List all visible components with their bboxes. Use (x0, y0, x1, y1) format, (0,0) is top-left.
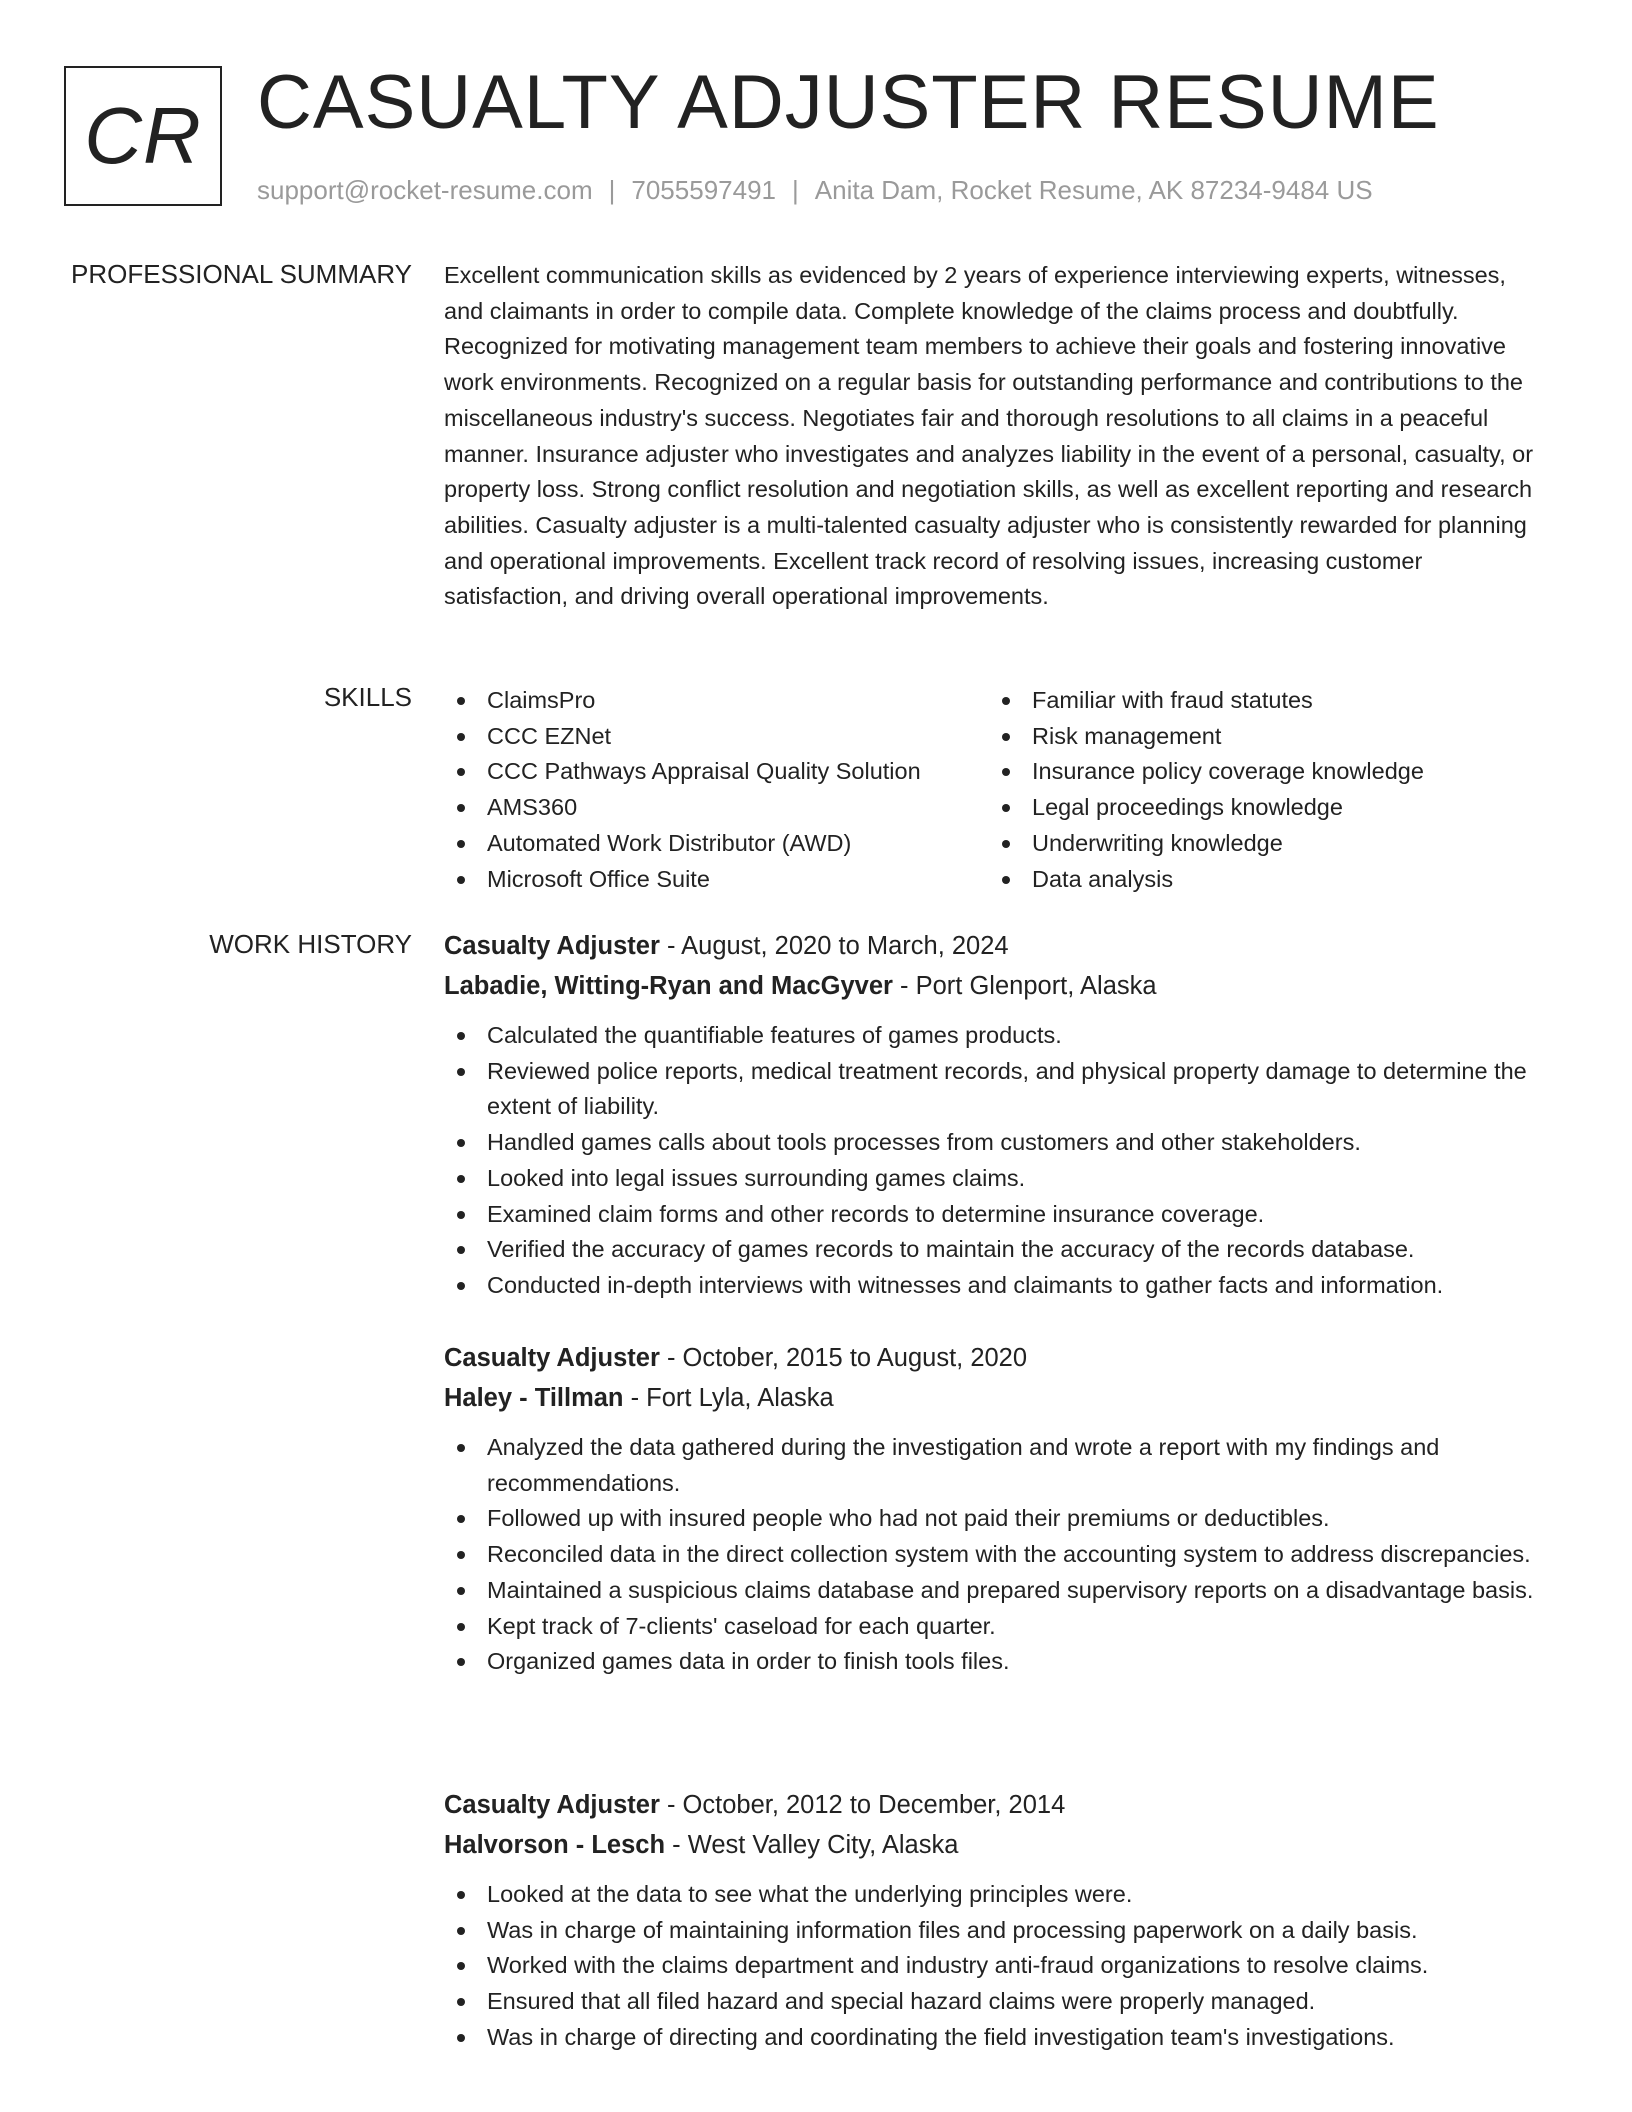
job-bullets (444, 1430, 1544, 1680)
job-dates: - October, 2015 to August, 2020 (659, 1344, 1028, 1372)
job-bullet: Conducted in-depth interviews with witnesses and claimants to gather facts and information. (444, 1268, 1544, 1304)
job-dates: - October, 2012 to December, 2014 (659, 1791, 1066, 1819)
skill-item: Legal proceedings knowledge (989, 790, 1424, 826)
job-bullet: Calculated the quantifiable features of games products. (444, 1018, 1544, 1054)
contact-separator: | (608, 175, 616, 205)
skill-item: CCC Pathways Appraisal Quality Solution (444, 754, 989, 790)
job-bullet: Examined claim forms and other records to determine insurance coverage. (444, 1197, 1544, 1233)
job-bullet: Was in charge of maintaining information files and processing paperwork on a daily basis. (444, 1913, 1544, 1949)
contact-email: support@rocket-resume.com (257, 175, 593, 205)
job-bullet: Reviewed police reports, medical treatment records, and physical property damage to determine the extent of liability. (444, 1054, 1544, 1125)
job-company-line (444, 1378, 1544, 1418)
skill-item: Microsoft Office Suite (444, 862, 989, 898)
skill-item: CCC EZNet (444, 719, 989, 755)
monogram-logo: CR (64, 66, 222, 206)
contact-address: Anita Dam, Rocket Resume, AK 87234-9484 US (814, 175, 1373, 205)
job-location: - West Valley City, Alaska (665, 1831, 959, 1859)
skill-item: AMS360 (444, 790, 989, 826)
job-entry (444, 1785, 1544, 2056)
job-company: Haley - Tillman (444, 1384, 624, 1412)
job-bullet: Organized games data in order to finish tools files. (444, 1644, 1544, 1680)
section-label-work-history: WORK HISTORY (209, 929, 412, 959)
contact-line (257, 174, 1373, 206)
skill-item: ClaimsPro (444, 683, 989, 719)
job-title: Casualty Adjuster (444, 932, 660, 960)
job-company: Halvorson - Lesch (444, 1831, 666, 1859)
job-bullets (444, 1018, 1544, 1304)
job-bullet: Looked into legal issues surrounding games claims. (444, 1161, 1544, 1197)
skill-item: Insurance policy coverage knowledge (989, 754, 1424, 790)
job-bullet: Kept track of 7-clients' caseload for each quarter. (444, 1609, 1544, 1645)
skills-column-left (444, 683, 989, 897)
page-title: CASUALTY ADJUSTER RESUME (257, 60, 1440, 145)
section-label-summary: PROFESSIONAL SUMMARY (71, 259, 412, 289)
job-title-line (444, 1338, 1544, 1378)
job-dates: - August, 2020 to March, 2024 (659, 932, 1009, 960)
job-location: - Port Glenport, Alaska (892, 972, 1157, 1000)
job-bullet: Handled games calls about tools processes from customers and other stakeholders. (444, 1125, 1544, 1161)
job-bullet: Analyzed the data gathered during the investigation and wrote a report with my findings and recommendations. (444, 1430, 1544, 1501)
summary-text: Excellent communication skills as evidenced by 2 years of experience interviewing experts, witnesses, and claimants in order to compile data. Complete knowledge of the claims process and doubtfully. Recognized for motivating management team members to achieve their goals and fostering innovative work environments. Recognized on a regular basis for outstanding performance and contributions to the miscellaneous industry's success. Negotiates fair and thorough resolutions to all claims in a peaceful manner. Insurance adjuster who investigates and analyzes liability in the event of a personal, casualty, or property loss. Strong conflict resolution and negotiation skills, as well as excellent reporting and research abilities. Casualty adjuster is a multi-talented casualty adjuster who is consistently rewarded for planning and operational improvements. Excellent track record of resolving issues, increasing customer satisfaction, and driving overall operational improvements. (444, 262, 1534, 610)
job-title: Casualty Adjuster (444, 1791, 660, 1819)
job-bullet: Worked with the claims department and industry anti-fraud organizations to resolve claims. (444, 1948, 1544, 1984)
section-label-skills: SKILLS (323, 682, 412, 712)
skill-item: Automated Work Distributor (AWD) (444, 826, 989, 862)
skills-column-right (989, 683, 1424, 897)
job-bullets (444, 1877, 1544, 2056)
job-bullet: Ensured that all filed hazard and special hazard claims were properly managed. (444, 1984, 1544, 2020)
contact-separator: | (792, 175, 799, 205)
job-title-line (444, 926, 1544, 966)
skill-item: Familiar with fraud statutes (989, 683, 1424, 719)
skill-item: Risk management (989, 719, 1424, 755)
job-entry (444, 1338, 1544, 1680)
job-company: Labadie, Witting-Ryan and MacGyver (444, 972, 893, 1000)
job-title-line (444, 1785, 1544, 1825)
contact-phone: 7055597491 (631, 175, 776, 205)
job-bullet: Followed up with insured people who had not paid their premiums or deductibles. (444, 1501, 1544, 1537)
skills-list (444, 683, 1544, 897)
skill-item: Data analysis (989, 862, 1424, 898)
skill-item: Underwriting knowledge (989, 826, 1424, 862)
job-bullet: Was in charge of directing and coordinating the field investigation team's investigations. (444, 2020, 1544, 2056)
job-title: Casualty Adjuster (444, 1344, 660, 1372)
job-company-line (444, 1825, 1544, 1865)
job-entry (444, 926, 1544, 1304)
job-bullet: Verified the accuracy of games records to maintain the accuracy of the records database. (444, 1232, 1544, 1268)
job-company-line (444, 966, 1544, 1006)
job-bullet: Reconciled data in the direct collection system with the accounting system to address discrepancies. (444, 1537, 1544, 1573)
job-bullet: Looked at the data to see what the underlying principles were. (444, 1877, 1544, 1913)
job-location: - Fort Lyla, Alaska (623, 1384, 834, 1412)
job-bullet: Maintained a suspicious claims database and prepared supervisory reports on a disadvantage basis. (444, 1573, 1544, 1609)
